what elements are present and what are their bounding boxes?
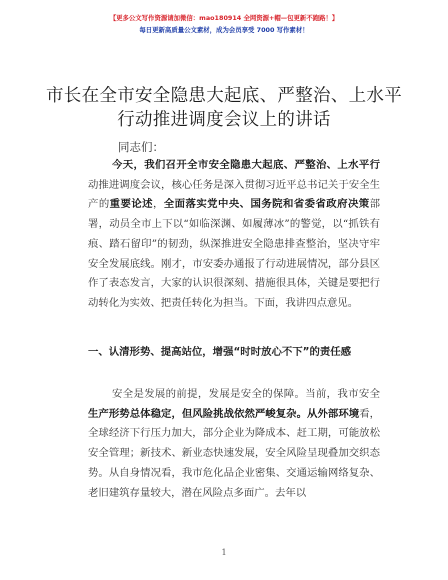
situation-emphasis-1: 生产形势总体稳定，但风险挑战依然严峻复杂。: [88, 407, 308, 420]
opening-emphasis-2: 全面落实党中央、国务院和省委省政府决策: [163, 198, 370, 211]
section-heading-1: 一、认清形势、提高站位，增强“时时放心不下”的责任感: [88, 346, 352, 358]
promo-header-line-1: 【更多公文写作资源请加微信：mao180914 全网资源+帽—包更新不跑路！】: [109, 14, 339, 22]
paragraph-situation: [88, 385, 380, 503]
document-title: 市长在全市安全隐患大起底、严整治、上水平行动推进调度会议上的讲话: [46, 86, 402, 130]
opening-lead: 今天，我们召开全市安全隐患大起底、严整治、上水平行: [112, 159, 380, 171]
page-number: 1: [221, 548, 227, 557]
salutation: 同志们：: [118, 140, 164, 154]
situation-text-2: 看，全球经济下行压力加大，部分企业为降成本、赶工期，可能放松安全管理；新技术、新业态快速发展，安全风险呈现叠加交织态势。从自身情况看，我市危化品企业密集、交通运输网络复杂、老旧建筑存量较大，潜在风险点多面广。去年以: [88, 407, 381, 499]
situation-emphasis-2: 从外部环境: [307, 407, 360, 420]
promo-header-line-2: 每日更新高质量公文素材，成为会员享受 7000 写作素材！: [139, 26, 309, 34]
opening-text-2: ，: [153, 198, 164, 211]
opening-emphasis-1: 重要论述: [109, 198, 153, 211]
paragraph-opening: [88, 156, 380, 314]
opening-text-3: 部署，动员全市上下以“如临深渊、如履薄冰”的警觉，以“抓铁有痕、踏石留印”的韧劲，纵深推进安全隐患排查整治，坚决守牢安全发展底线。刚才，市安委办通报了行动进展情况，部分县区作了表态发言，大家的认识很深刻、措施很具体，关键是要把行动转化为实效、把责任转化为担当。下面，我讲四点意见。: [88, 198, 381, 309]
situation-text-1: 安全是发展的前提，发展是安全的保障。当前，我市安全: [112, 388, 380, 400]
opening-text-1: 动推进调度会议，核心任务是深入贯彻习近平总书记关于安全生产的: [88, 178, 380, 211]
